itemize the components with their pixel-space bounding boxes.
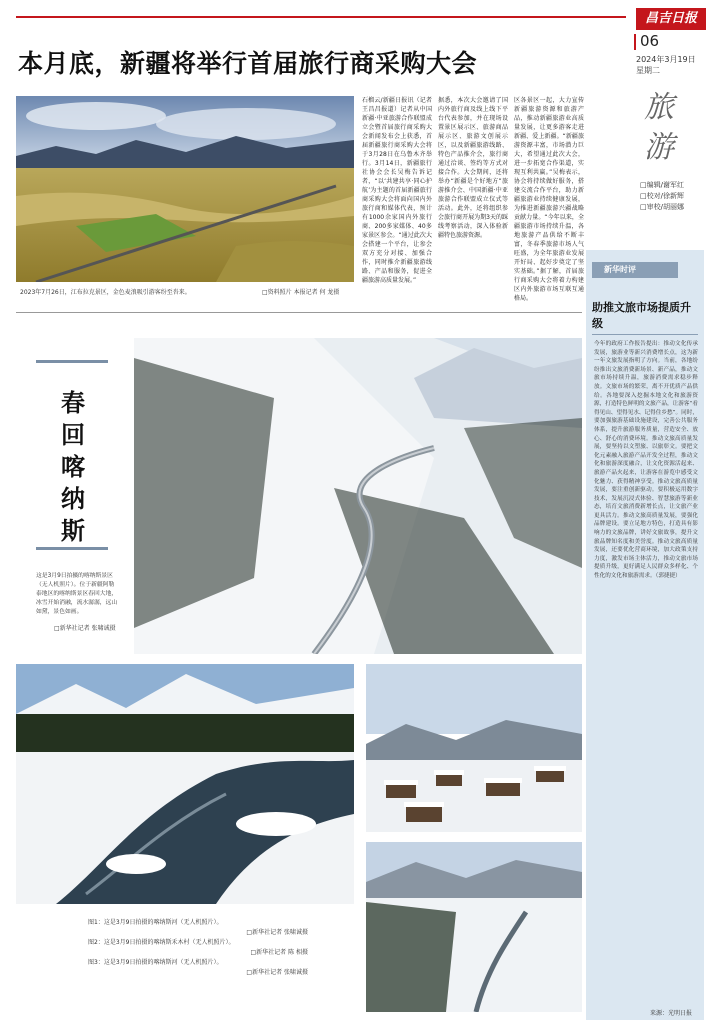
photo-caption-3: 图3：这是3月9日拍摄的喀纳斯河（无人机照片）。 xyxy=(88,959,223,966)
commentary-body: 今年的政府工作报告提出：推动文化传承发展，旅游业等新兴消费增长点，这为新一年文旅发展指明了方向。当前，各地纷纷推出文旅消费新场景、新产品，推动文旅市场持续升温，旅游消费需求稳步释放。文旅市场的繁荣，离不开优质产品供给。各地要深入挖掘本地文化和旅游资源，打造特色鲜明的文旅产品，让游客“看得见山、望得见水、记得住乡愁”。同时，要加强旅游基础设施建设，完善公共服务体系，提升旅游服务质量，营造安全、放心、舒心的消费环境。推动文旅高质量发展，要坚持以文塑旅、以旅彰文。要把文化元素融入旅游产品开发全过程，推动文化和旅游深度融合，让文化资源活起来、旅游产品火起来，让游客在游览中感受文化魅力、获得精神享受。推动文旅高质量发展，要注重创新驱动。要积极运用数字技术，发展沉浸式体验、智慧旅游等新业态，培育文旅消费新增长点，让文旅产业更具活力。推动文旅高质量发展，要强化品牌建设。要立足地方特色，打造具有影响力的文旅品牌，讲好文旅故事，提升文旅品牌知名度和美誉度。推动文旅高质量发展，还要优化营商环境，加大政策支持力度，激发市场主体活力，推动文旅市场提质升级，更好满足人民群众多样化、个性化的文化和旅游需求。（郭捷捷） xyxy=(594,341,698,580)
issue-date xyxy=(636,54,696,76)
feature-credit: □新华社记者 张啸诚摄 xyxy=(54,625,116,632)
commentary-source: 来源：光明日报 xyxy=(650,1010,693,1017)
photo-captions xyxy=(88,918,348,978)
feature-caption: 这是3月9日拍摄的喀纳斯景区（无人机照片）。位于新疆阿勒泰地区的喀纳斯景区春回大地，冰雪开始消融，流水潺潺，远山如黛，景色如画。 xyxy=(36,573,118,615)
editor-credits xyxy=(640,180,684,213)
feature-title-char: 斯 xyxy=(61,516,85,545)
page-headline: 本月底，新疆将举行首届旅行商采购大会 xyxy=(18,49,478,78)
proofreader-line: □校对/徐新辉 xyxy=(640,192,684,200)
photo-3-kanas-valley xyxy=(366,842,582,1012)
section-logo-char: 游 xyxy=(644,130,674,165)
photo-credit-3: □新华社记者 张啸诚摄 xyxy=(246,969,308,976)
photo-credit-1: □新华社记者 张啸诚摄 xyxy=(246,929,308,936)
feature-title-char: 春 xyxy=(61,388,85,417)
section-divider xyxy=(16,312,582,313)
commentary-tag: 新华时评 xyxy=(592,262,678,278)
photo-caption-2: 图2：这是3月9日拍摄的喀纳斯禾木村（无人机照片）。 xyxy=(88,939,235,946)
page-number: 06 xyxy=(640,32,660,50)
reviewer-line: □审校/胡丽娜 xyxy=(640,203,684,211)
masthead-rule xyxy=(16,16,626,18)
photo-credit-2: □新华社记者 陈 相摄 xyxy=(250,949,308,956)
top-photo-credit: □资料照片 本报记者 何 龙摄 xyxy=(262,289,340,296)
editor-line: □编辑/谢军红 xyxy=(640,181,684,189)
commentary-rule xyxy=(592,334,698,335)
feature-title-char: 回 xyxy=(61,420,85,449)
feature-title-char: 喀 xyxy=(61,452,85,481)
weekday-text: 星期二 xyxy=(636,66,660,75)
commentary-title: 助推文旅市场提质升级 xyxy=(592,301,691,330)
feature-title xyxy=(58,387,88,547)
top-photo-grassland xyxy=(16,96,354,282)
photo-caption-1: 图1：这是3月9日拍摄的喀纳斯河（无人机照片）。 xyxy=(88,919,223,926)
top-photo-caption: 2023年7月26日，江布拉克景区，金色麦浪吸引游客纷至沓来。 xyxy=(20,289,191,296)
article-column-1: 石榴云/新疆日报讯（记者王昌昌报道）记者从中国新疆·中亚旅游合作联盟成立会暨首届旅行商采购大会新闻发布会上获悉，首届新疆旅行商采购大会将于3月28日在乌鲁木齐举行。3月14日，新疆旅行社协会会长吴梅告诉记者，“以‘共建共享·同心护航’为主题的首届新疆旅行商采购大会将面向国内外旅行商和媒体代表，预计有1000余家国内外旅行商、200多家媒体、40多家景区参会。“通过此次大会搭建一个平台，让参会双方充分对接、加强合作，同时推介新疆旅游线路、产品和服务，促进全疆旅游高质量发展。” xyxy=(362,97,432,284)
photo-1-kanas-river xyxy=(16,664,354,904)
feature-title-char: 纳 xyxy=(61,484,85,513)
section-logo xyxy=(644,88,696,178)
feature-title-box xyxy=(36,360,108,550)
feature-photo-snow-road xyxy=(134,338,582,654)
section-logo-char: 旅 xyxy=(644,90,674,125)
article-column-3: 区各景区一起，大力宣传新疆旅游资源和旅游产品，推动新疆旅游业高质量发展，让更多游客走进新疆、爱上新疆。“新疆旅游资源丰富，市场潜力巨大，希望通过此次大会，进一步拓宽合作渠道，实现互利共赢。”吴梅表示，协会将持续做好服务，搭建交流合作平台，助力新疆旅游业持续健康发展，为推进新疆旅游兴疆战略贡献力量。“今年以来，全疆旅游市场持续升温，各地旅游产品供给不断丰富，冬春季旅游市场人气旺盛，为全年旅游业发展开好局、起好步奠定了坚实基础。”据了解，首届旅行商采购大会将着力构建区内外旅游市场互联互通格局。 xyxy=(514,97,584,302)
date-text: 2024年3月19日 xyxy=(636,55,696,64)
article-column-2: 据悉，本次大会邀请了国内外旅行商及线上线下平台代表参加，并在现场设置景区展示区、旅游商品展示区、旅游文创展示区，以及新疆旅游线路、特色产品推介会，旅行商通过洽谈、签约等方式对接合作。大会期间，还将举办“新疆是个好地方”旅游推介会、中国新疆·中亚旅游合作联盟成立仪式等活动。此外，还将组织参会旅行商开展为期3天的踩线考察活动，深入体验新疆特色旅游资源。 xyxy=(438,97,508,239)
photo-2-hemu-village xyxy=(366,664,582,832)
newspaper-brand: 昌吉日报 xyxy=(636,8,706,30)
